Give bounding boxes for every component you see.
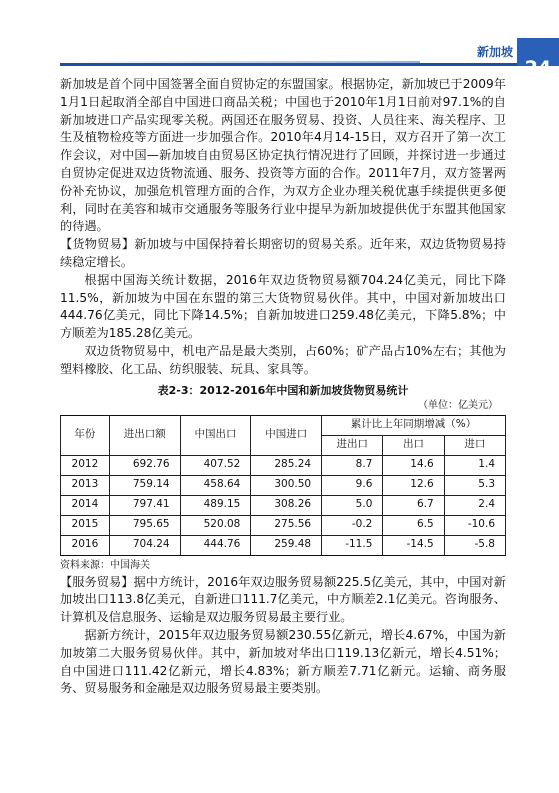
cell-import: 308.26 (251, 495, 322, 515)
paragraph-singapore-stats: 据新方统计，2015年双边服务贸易额230.55亿新元，增长4.67%，中国为新加坡第二大服务贸易伙伴。其中，新加坡对华出口119.13亿新元，增长4.51%；自中国进口111.42亿新元，增长4.83%；新方顺差7.71亿新元。运输、商务服务、贸易服务和金融是双边服务贸易最主要类别。 (60, 627, 506, 696)
cell-year: 2014 (61, 495, 110, 515)
cell-year: 2012 (61, 455, 110, 475)
cell-total: 692.76 (109, 455, 180, 475)
header-export: 中国出口 (180, 415, 251, 455)
cell-growth-total: 9.6 (322, 475, 383, 495)
table-header-row (61, 415, 506, 435)
cell-total: 795.65 (109, 515, 180, 535)
cell-export: 458.64 (180, 475, 251, 495)
page-number: 24 (524, 57, 552, 79)
cell-growth-export: 6.7 (383, 495, 444, 515)
table-source: 资料来源：中国海关 (60, 559, 150, 571)
header-rule (60, 63, 559, 66)
table-title: 表2-3：2012-2016年中国和新加坡货物贸易统计 (157, 383, 409, 397)
cell-total: 759.14 (109, 475, 180, 495)
page-body (60, 76, 506, 698)
cell-growth-total: -11.5 (322, 535, 383, 555)
paragraph-services-trade: 【服务贸易】据中方统计，2016年双边服务贸易额225.5亿美元，其中，中国对新加坡出口113.8亿美元，自新进口111.7亿美元，中方顺差2.1亿美元。咨询服务、计算机及信息服务、运输是双边服务贸易最主要行业。 (60, 574, 506, 625)
cell-total: 704.24 (109, 535, 180, 555)
paragraph-goods-structure: 双边货物贸易中，机电产品是最大类别，占60%；矿产品占10%左右；其他为塑料橡胶、化工品、纺织服装、玩具、家具等。 (60, 343, 506, 376)
trade-table (60, 415, 506, 556)
cell-growth-import: 2.4 (444, 495, 505, 515)
cell-export: 444.76 (180, 535, 251, 555)
cell-export: 489.15 (180, 495, 251, 515)
cell-growth-total: -0.2 (322, 515, 383, 535)
paragraph-goods-trade: 【货物贸易】新加坡与中国保持着长期密切的贸易关系。近年来，双边货物贸易持续稳定增长。 (60, 237, 506, 269)
cell-import: 259.48 (251, 535, 322, 555)
table-row (61, 495, 506, 515)
cell-year: 2013 (61, 475, 110, 495)
table-unit: （单位：亿美元） (418, 399, 498, 411)
header-total: 进出口额 (109, 415, 180, 455)
cell-year: 2015 (61, 515, 110, 535)
header-growth-group: 累计比上年同期增减（%） (322, 415, 506, 435)
table-row (61, 515, 506, 535)
cell-total: 797.41 (109, 495, 180, 515)
table-row (61, 455, 506, 475)
header-growth-export: 出口 (383, 435, 444, 455)
cell-growth-import: -10.6 (444, 515, 505, 535)
cell-year: 2016 (61, 535, 110, 555)
section-name: 新加坡 (476, 45, 513, 59)
header-import: 中国进口 (251, 415, 322, 455)
header-year: 年份 (61, 415, 110, 455)
cell-import: 300.50 (251, 475, 322, 495)
cell-import: 285.24 (251, 455, 322, 475)
cell-growth-export: 6.5 (383, 515, 444, 535)
table-row (61, 475, 506, 495)
cell-growth-import: -5.8 (444, 535, 505, 555)
paragraph-fta: 新加坡是首个同中国签署全面自贸协定的东盟国家。根据协定，新加坡已于2009年1月1日起取消全部自中国进口商品关税；中国也于2010年1月1日前对97.1%的自新加坡进口产品实现零关税。两国还在服务贸易、投资、人员往来、海关程序、卫生及植物检疫等方面进一步加强合作。2010年4月14-15日，双方召开了第一次工作会议，对中国—新加坡自由贸易区协定执行情况进行了回顾，并探讨进一步通过自贸协定促进双边货物流通、服务、投资等方面的合作。2011年7月，双方签署两份补充协议，加强危机管理方面的合作，为双方企业办理关税优惠手续提供更多便利，同时在美容和城市交通服务等服务行业中提早为新加坡提供优于东盟其他国家的待遇。 (60, 77, 506, 234)
cell-growth-export: -14.5 (383, 535, 444, 555)
header-growth-total: 进出口 (322, 435, 383, 455)
header-growth-import: 进口 (444, 435, 505, 455)
cell-growth-total: 8.7 (322, 455, 383, 475)
cell-growth-export: 14.6 (383, 455, 444, 475)
paragraph-customs-stats: 根据中国海关统计数据，2016年双边货物贸易额704.24亿美元，同比下降11.5%，新加坡为中国在东盟的第三大货物贸易伙伴。其中，中国对新加坡出口444.76亿美元，同比下降14.5%；自新加坡进口259.48亿美元，下降5.8%；中方顺差为185.28亿美元。 (60, 272, 506, 341)
cell-import: 275.56 (251, 515, 322, 535)
table-row (61, 535, 506, 555)
cell-growth-export: 12.6 (383, 475, 444, 495)
cell-export: 407.52 (180, 455, 251, 475)
cell-export: 520.08 (180, 515, 251, 535)
cell-growth-import: 5.3 (444, 475, 505, 495)
page-header (60, 42, 559, 66)
cell-growth-import: 1.4 (444, 455, 505, 475)
cell-growth-total: 5.0 (322, 495, 383, 515)
